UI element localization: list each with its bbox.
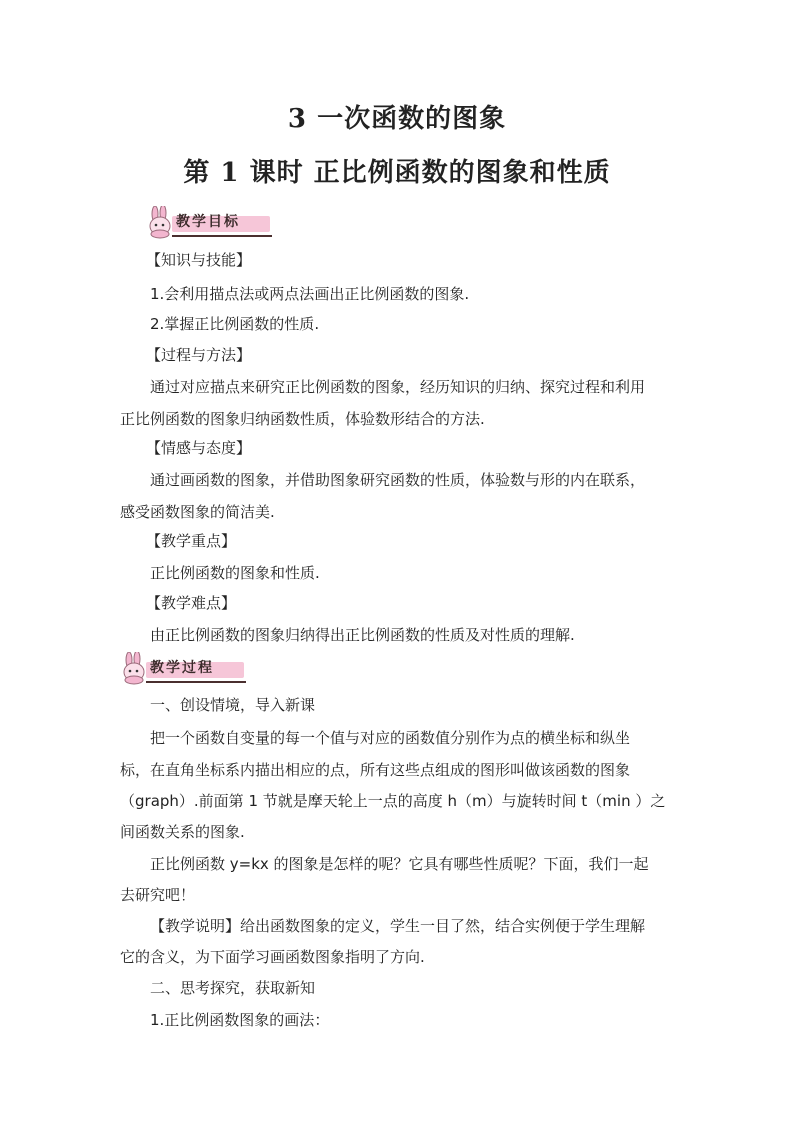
intro-text-3: （graph）.前面第 1 节就是摩天轮上一点的高度 h（m）与旋转时间 t（min ）之 — [120, 792, 666, 810]
step-2-heading: 二、思考探究，获取新知 — [150, 979, 316, 997]
knowledge-heading: 【知识与技能】 — [146, 251, 252, 269]
section-header-process — [146, 652, 278, 688]
document-title: 3 一次函数的图象 — [287, 104, 507, 134]
section-underline — [172, 235, 272, 237]
intro-text-1: 把一个函数自变量的每一个值与对应的函数值分别作为点的横坐标和纵坐 — [150, 729, 631, 747]
knowledge-item-1: 1.会利用描点法或两点法画出正比例函数的图象. — [150, 285, 470, 303]
process-method-text-1: 通过对应描点来研究正比例函数的图象，经历知识的归纳、探究过程和利用 — [150, 378, 646, 396]
step-1-heading: 一、创设情境，导入新课 — [150, 696, 316, 714]
subsection-1-heading: 1.正比例函数图象的画法： — [150, 1011, 330, 1029]
emotion-text-1: 通过画函数的图象，并借助图象研究函数的性质，体验数与形的内在联系， — [150, 471, 646, 489]
teaching-note-line-2: 它的含义，为下面学习画函数图象指明了方向. — [120, 948, 425, 966]
teaching-note-line-1 — [150, 916, 645, 936]
lesson-subtitle: 第 1 课时 正比例函数的图象和性质 — [183, 158, 611, 188]
section-label-goals: 教学目标 — [176, 214, 240, 230]
intro-text-2: 标，在直角坐标系内描出相应的点，所有这些点组成的图形叫做该函数的图象 — [120, 761, 631, 779]
section-underline — [146, 681, 246, 683]
section-header-goals — [146, 206, 278, 242]
key-point-heading: 【教学重点】 — [146, 532, 237, 550]
teaching-note-heading: 【教学说明】 — [150, 917, 241, 935]
difficult-point-text: 由正比例函数的图象归纳得出正比例函数的性质及对性质的理解. — [150, 626, 575, 644]
process-method-text-2: 正比例函数的图象归纳函数性质，体验数形结合的方法. — [120, 410, 485, 428]
key-point-text: 正比例函数的图象和性质. — [150, 564, 320, 582]
section-label-process: 教学过程 — [150, 660, 214, 676]
process-method-heading: 【过程与方法】 — [146, 346, 252, 364]
knowledge-item-2: 2.掌握正比例函数的性质. — [150, 315, 320, 333]
question-text-1: 正比例函数 y=kx 的图象是怎样的呢？它具有哪些性质呢？下面，我们一起 — [150, 855, 649, 873]
emotion-text-2: 感受函数图象的简洁美. — [120, 503, 275, 521]
question-text-2: 去研究吧！ — [120, 886, 196, 904]
difficult-point-heading: 【教学难点】 — [146, 594, 237, 612]
intro-text-4: 间函数关系的图象. — [120, 823, 245, 841]
emotion-heading: 【情感与态度】 — [146, 439, 252, 457]
teaching-note-text: 给出函数图象的定义，学生一目了然，结合实例便于学生理解 — [240, 917, 646, 935]
